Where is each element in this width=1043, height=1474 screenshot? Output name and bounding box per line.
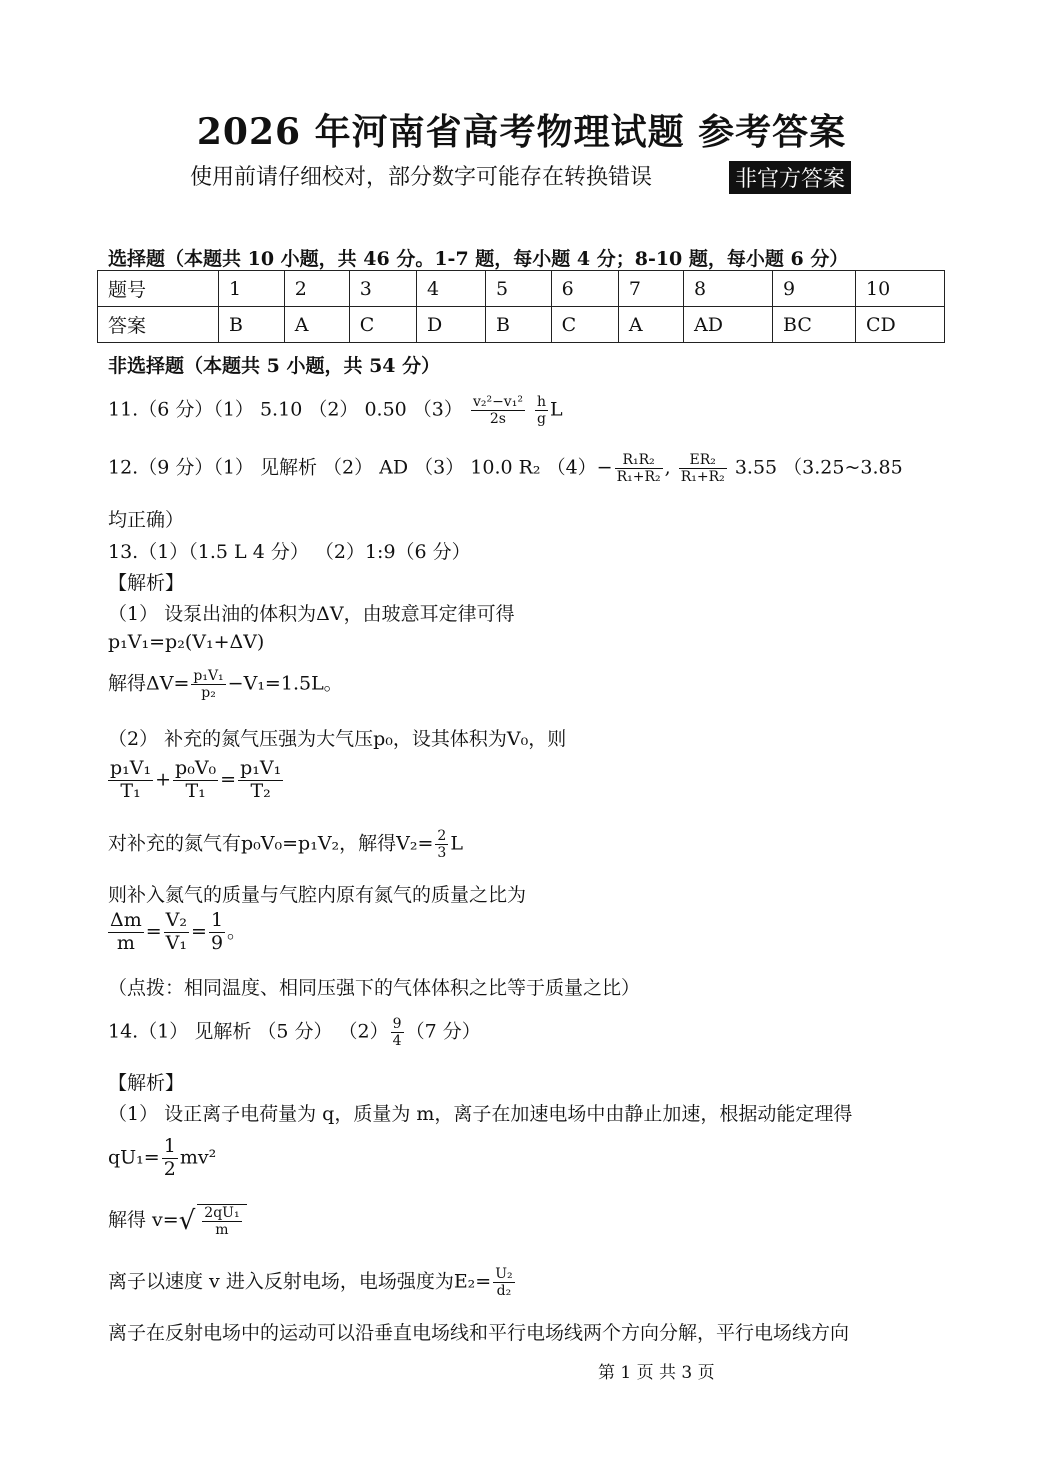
- table-cell: A: [284, 307, 349, 343]
- q11-text: 11.（6 分）（1） 5.10 （2） 0.50 （3）: [108, 398, 463, 421]
- table-cell: 10: [856, 271, 945, 307]
- table-row-answers: [98, 307, 945, 343]
- q12-text: 12.（9 分）（1） 见解析 （2） AD （3） 10.0 R₂ （4）−: [108, 456, 613, 479]
- q13-eq2: 解得ΔV= $\frac{\text{p₁V₁}}{\text{p₂}}$ −V₁=1.5L。: [108, 668, 343, 702]
- choice-heading: 选择题（本题共 10 小题，共 46 分。1-7 题，每小题 4 分；8-10 题，每小题 6 分）: [108, 248, 849, 270]
- table-cell: 9: [773, 271, 856, 307]
- q13-p1: （1） 设泵出油的体积为ΔV，由玻意耳定律可得: [108, 603, 515, 625]
- q14-analysis-label: 【解析】: [108, 1072, 185, 1094]
- fraction: $\frac{\text{U₂}}{\text{d₂}}$: [495, 1266, 513, 1300]
- unofficial-badge: 非官方答案: [729, 161, 851, 194]
- table-row-numbers: [98, 271, 945, 307]
- q13-p3: 对补充的氮气有p₀V₀=p₁V₂，解得V₂= $\frac{2}{3}$ L: [108, 828, 463, 862]
- q14-eq2: 解得 v=√ $\frac{\text{2qU₁}}{m}$: [108, 1204, 247, 1238]
- q12-answer: 12.（9 分）（1） 见解析 （2） AD （3） 10.0 R₂ （4）− $\frac{\text{R₁R₂}}{\text{R₁+R₂}}$ , $\frac{\text{ER₂}}{\text{R₁+R₂}}$ 3.55 （3.25~3.85: [108, 452, 903, 486]
- fraction: $\frac{\text{p₁V₁}}{\text{p₂}}$: [193, 668, 224, 702]
- answer-table: [97, 270, 945, 343]
- table-cell: 8: [684, 271, 773, 307]
- q13-eq3: $\frac{\text{p₁V₁}}{\text{T₁}}$ + $\frac{\text{p₀V₀}}{\text{T₁}}$ = $\frac{\text{p₁V₁}}{\text{T₂}}$: [110, 757, 282, 802]
- fraction: $\frac{9}{4}$: [392, 1016, 402, 1050]
- page-subtitle: 使用前请仔细校对，部分数字可能存在转换错误: [190, 165, 653, 190]
- fraction: $\frac{1}{9}$: [210, 909, 224, 954]
- fraction: $\frac{\text{p₁V₁}}{\text{T₂}}$: [240, 757, 282, 802]
- q13-head: 13.（1）（1.5 L 4 分） （2）1:9（6 分）: [108, 541, 471, 563]
- fraction: $\frac{2}{3}$: [437, 828, 447, 862]
- fraction: $\frac{\text{2qU₁}}{m}$: [204, 1205, 240, 1239]
- table-cell: B: [485, 307, 551, 343]
- fraction: $\frac{\Delta m}{m}$: [110, 909, 142, 954]
- fraction: $\frac{1}{2}$: [163, 1135, 176, 1180]
- q13-analysis-label: 【解析】: [108, 572, 185, 594]
- table-cell: 2: [284, 271, 349, 307]
- fraction: $\frac{\text{v₂²−v₁²}}{2s}$: [472, 394, 523, 428]
- table-cell: C: [551, 307, 618, 343]
- fraction: $\frac{\text{R₁R₂}}{\text{R₁+R₂}}$: [616, 452, 661, 486]
- q13-eq1: p₁V₁=p₂(V₁+ΔV): [108, 631, 265, 653]
- table-cell: A: [618, 307, 683, 343]
- table-cell: 6: [551, 271, 618, 307]
- table-cell: 5: [485, 271, 551, 307]
- fraction: $\frac{\text{p₀V₀}}{\text{T₁}}$: [175, 757, 217, 802]
- q13-eq5: $\frac{\Delta m}{m}$ = $\frac{\text{V₂}}{\text{V₁}}$ = $\frac{1}{9}$ 。: [110, 909, 247, 954]
- page-title: 2026 年河南省高考物理试题 参考答案: [196, 111, 847, 153]
- q13-p5: （点拨：相同温度、相同压强下的气体体积之比等于质量之比）: [108, 977, 641, 999]
- table-cell: 1: [219, 271, 285, 307]
- q11-answer: 11.（6 分）（1） 5.10 （2） 0.50 （3） $\frac{\text{v₂²−v₁²}}{2s}$ $\frac{h}{g}$ L: [108, 394, 563, 428]
- table-cell: CD: [856, 307, 945, 343]
- fraction: $\frac{\text{ER₂}}{\text{R₁+R₂}}$: [680, 452, 725, 486]
- table-cell: C: [349, 307, 416, 343]
- q14-p2: 离子以速度 v 进入反射电场，电场强度为E₂= $\frac{\text{U₂}}{\text{d₂}}$: [108, 1266, 513, 1300]
- page-footer: 第 1 页 共 3 页: [598, 1363, 715, 1383]
- row-label-answer: 答案: [98, 307, 219, 343]
- table-cell: 7: [618, 271, 683, 307]
- table-cell: D: [416, 307, 485, 343]
- table-cell: BC: [773, 307, 856, 343]
- fraction: $\frac{h}{g}$: [536, 394, 547, 428]
- row-label-number: 题号: [98, 271, 219, 307]
- q14-head: 14.（1） 见解析 （5 分） （2） $\frac{9}{4}$ （7 分）: [108, 1016, 481, 1050]
- q12-line2: 均正确）: [108, 509, 185, 531]
- q14-eq1: qU₁= $\frac{1}{2}$ mv²: [108, 1135, 217, 1180]
- table-cell: 3: [349, 271, 416, 307]
- q14-p3: 离子在反射电场中的运动可以沿垂直电场线和平行电场线两个方向分解，平行电场线方向: [108, 1322, 850, 1344]
- fraction: $\frac{\text{V₂}}{\text{V₁}}$: [165, 909, 188, 954]
- q13-p2: （2） 补充的氮气压强为大气压p₀，设其体积为V₀，则: [108, 728, 567, 750]
- table-cell: B: [219, 307, 285, 343]
- table-cell: 4: [416, 271, 485, 307]
- nonchoice-heading: 非选择题（本题共 5 小题，共 54 分）: [108, 355, 441, 377]
- q13-p4: 则补入氮气的质量与气腔内原有氮气的质量之比为: [108, 884, 527, 906]
- table-cell: AD: [684, 307, 773, 343]
- sqrt-symbol: √: [178, 1206, 196, 1237]
- fraction: $\frac{\text{p₁V₁}}{\text{T₁}}$: [110, 757, 152, 802]
- q14-p1: （1） 设正离子电荷量为 q，质量为 m，离子在加速电场中由静止加速，根据动能定理得: [108, 1103, 853, 1125]
